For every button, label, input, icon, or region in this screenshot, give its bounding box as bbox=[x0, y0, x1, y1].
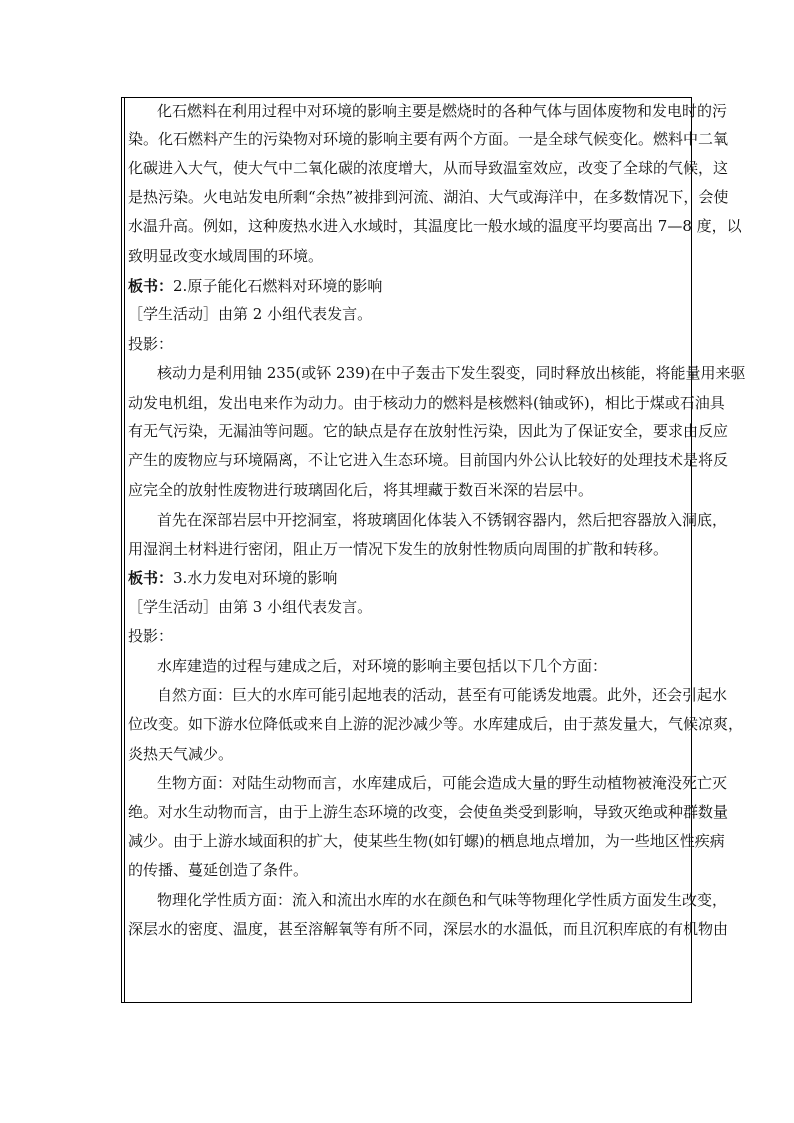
line-text: 应完全的放射性废物进行玻璃固化后，将其埋藏于数百米深的岩层中。 bbox=[128, 481, 594, 499]
line-text: 水温升高。例如，这种废热水进入水域时，其温度比一般水域的温度平均要高出 7—8 度，以 bbox=[128, 217, 742, 235]
line-text: 2.原子能化石燃料对环境的影响 bbox=[173, 277, 383, 295]
line-text: 致明显改变水域周围的环境。 bbox=[128, 247, 324, 265]
line-text: 用湿润土材料进行密闭，阻止万一情况下发生的放射性物质向周围的扩散和转移。 bbox=[128, 540, 669, 558]
text-line bbox=[128, 421, 728, 441]
content-box bbox=[121, 97, 746, 1003]
text-line bbox=[128, 714, 743, 734]
board-label: 板书： bbox=[128, 277, 174, 295]
text-line bbox=[128, 158, 728, 178]
line-text: 化碳进入大气，使大气中二氧化碳的浓度增大，从而导致温室效应，改变了全球的气候，这 bbox=[128, 159, 729, 177]
text-line bbox=[157, 656, 607, 676]
line-text: 是热污染。火电站发电所剩“余热”被排到河流、湖泊、大气或海洋中，在多数情况下，会使 bbox=[128, 188, 729, 206]
text-line bbox=[128, 304, 372, 324]
line-text: 3.水力发电对环境的影响 bbox=[173, 569, 338, 587]
line-text: 动发电机组，发出电来作为动力。由于核动力的燃料是核燃料(铀或钚)，相比于煤或石油具 bbox=[128, 394, 725, 412]
line-text: 减少。由于上游水域面积的扩大，使某些生物(如钉螺)的栖息地点增加，为一些地区性疾病 bbox=[128, 832, 725, 850]
line-text: 水库建造的过程与建成之后，对环境的影响主要包括以下几个方面： bbox=[157, 657, 608, 675]
text-line bbox=[128, 597, 372, 617]
text-line bbox=[128, 831, 725, 851]
text-line bbox=[157, 510, 727, 530]
line-text: 炎热天气减少。 bbox=[128, 745, 234, 763]
text-line bbox=[128, 450, 728, 470]
text-line bbox=[157, 101, 727, 121]
line-text: 染。化石燃料产生的污染物对环境的影响主要有两个方面。一是全球气候变化。燃料中二氧 bbox=[128, 130, 729, 148]
line-text: 自然方面：巨大的水库可能引起地表的活动，甚至有可能诱发地震。此外，还会引起水 bbox=[157, 686, 728, 704]
text-line bbox=[128, 539, 668, 559]
board-label: 板书： bbox=[128, 569, 174, 587]
text-line bbox=[128, 187, 728, 207]
line-text: 化石燃料在利用过程中对环境的影响主要是燃烧时的各种气体与固体废物和发电时的污 bbox=[157, 102, 728, 120]
text-line bbox=[128, 216, 742, 236]
text-line bbox=[157, 773, 727, 793]
line-text: 首先在深部岩层中开挖洞室，将玻璃固化体装入不锈钢容器内，然后把容器放入洞底， bbox=[157, 511, 728, 529]
text-line bbox=[128, 129, 728, 149]
board-heading bbox=[128, 568, 337, 588]
line-text: 产生的废物应与环境隔离，不让它进入生态环境。目前国内外公认比较好的处理技术是将反 bbox=[128, 451, 729, 469]
text-line bbox=[128, 480, 593, 500]
line-text: 核动力是利用铀 235(或钚 239)在中子轰击下发生裂变，同时释放出核能，将能量用来驱 bbox=[157, 364, 746, 382]
line-text: ［学生活动］由第 3 小组代表发言。 bbox=[128, 598, 373, 616]
text-line bbox=[157, 685, 727, 705]
text-line bbox=[157, 363, 746, 383]
text-line bbox=[128, 802, 728, 822]
line-text: 投影： bbox=[128, 627, 174, 645]
line-text: 投影： bbox=[128, 335, 174, 353]
line-text: 绝。对水生动物而言，由于上游生态环境的改变，会使鱼类受到影响，导致灭绝或种群数量 bbox=[128, 803, 729, 821]
line-text: 位改变。如下游水位降低或来自上游的泥沙减少等。水库建成后，由于蒸发量大，气候凉爽， bbox=[128, 715, 744, 733]
text-line bbox=[128, 393, 725, 413]
text-line bbox=[128, 744, 233, 764]
text-line bbox=[128, 246, 323, 266]
text-line bbox=[128, 860, 308, 880]
board-heading bbox=[128, 276, 382, 296]
line-text: 物理化学性质方面：流入和流出水库的水在颜色和气味等物理化学性质方面发生改变， bbox=[157, 891, 728, 909]
line-text: 的传播、蔓延创造了条件。 bbox=[128, 861, 309, 879]
text-line bbox=[157, 890, 727, 910]
line-text: 深层水的密度、温度，甚至溶解氧等有所不同，深层水的水温低，而且沉积库底的有机物由 bbox=[128, 920, 729, 938]
text-line bbox=[128, 919, 728, 939]
line-text: 有无气污染，无漏油等问题。它的缺点是存在放射性污染，因此为了保证安全，要求由反应 bbox=[128, 422, 729, 440]
line-text: 生物方面：对陆生动物而言，水库建成后，可能会造成大量的野生动植物被淹没死亡灭 bbox=[157, 774, 728, 792]
box-left-border bbox=[124, 98, 125, 1002]
text-line bbox=[128, 626, 173, 646]
line-text: ［学生活动］由第 2 小组代表发言。 bbox=[128, 305, 373, 323]
text-line bbox=[128, 334, 173, 354]
